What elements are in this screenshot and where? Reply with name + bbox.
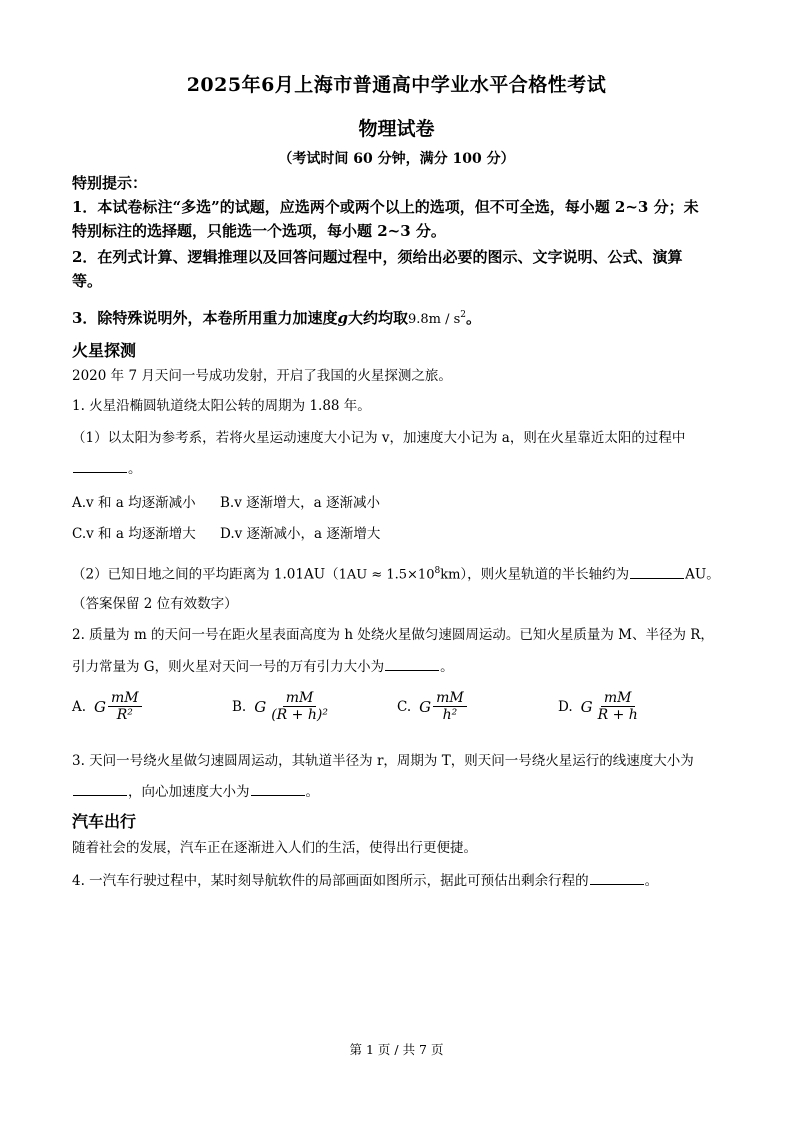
exam-info: （考试时间 60 分钟，满分 100 分） (278, 151, 515, 167)
denominator: h² (442, 707, 458, 723)
numerator: mM (601, 690, 635, 707)
answer-blank[interactable] (385, 656, 439, 671)
q1-2-text-b: ），则火星轨道的半长轴约为 (460, 566, 630, 583)
au-exponent: 8 (434, 566, 441, 576)
option-letter: D. (558, 698, 573, 715)
tip-3 (72, 303, 732, 332)
section-mars-title: 火星探测 (72, 341, 137, 360)
tip-1-line-1: 1．本试卷标注“多选”的试题，应选两个或两个以上的选项，但不可全选，每小题 2~3 分；未 (72, 198, 699, 216)
q1-2-text: （2）已知日地之间的平均距离为 1.01AU（ (72, 566, 339, 583)
answer-blank[interactable] (73, 458, 127, 473)
denominator: R + h (597, 707, 638, 723)
numerator: mM (108, 690, 142, 707)
gravity-exponent: 2 (460, 310, 467, 320)
gravity-constant: G (419, 697, 432, 716)
tips-heading: 特别提示： (72, 174, 148, 192)
exam-title: 2025年6月上海市普通高中学业水平合格性考试 (186, 74, 607, 96)
fraction (108, 690, 142, 723)
answer-blank[interactable] (73, 781, 127, 796)
question-2-line-2 (72, 656, 732, 677)
au-unit: km (440, 567, 461, 583)
exam-subtitle: 物理试卷 (358, 118, 435, 140)
fraction (268, 690, 331, 723)
option-letter: A. (72, 698, 87, 715)
tip-3-end: 。 (466, 309, 482, 327)
tip-2-line-2: 等。 (72, 272, 103, 290)
question-1-1-blank-line (72, 458, 732, 479)
au-formula: 1AU ≈ 1.5×10 (338, 567, 435, 583)
tip-3-g: g (337, 309, 348, 327)
option-letter: B. (232, 698, 247, 715)
numerator: mM (283, 690, 317, 707)
gravity-constant: G (580, 697, 593, 716)
q2-option-a[interactable] (72, 690, 142, 723)
numerator: mM (433, 690, 467, 707)
gravity-value: 9.8m / s (407, 312, 461, 327)
fraction (433, 690, 467, 723)
section-car-title: 汽车出行 (72, 812, 137, 831)
punctuation: 。 (128, 461, 142, 477)
section-mars-intro: 2020 年 7 月天问一号成功发射，开启了我国的火星探测之旅。 (72, 368, 452, 384)
denominator: (R + h)² (271, 707, 328, 723)
question-2-line-1: 2. 质量为 m 的天问一号在距火星表面高度为 h 处绕火星做匀速圆周运动。已知火星质量为 M、半径为 R， (72, 627, 714, 643)
q2-option-b[interactable] (232, 690, 331, 723)
tip-3-pre: 3．除特殊说明外，本卷所用重力加速度 (72, 309, 338, 327)
punctuation: 。 (440, 659, 454, 675)
question-3-line-1: 3. 天问一号绕火星做匀速圆周运动，其轨道半径为 r，周期为 T，则天问一号绕火星运行的线速度大小为 (72, 753, 694, 769)
question-1: 1. 火星沿椭圆轨道绕太阳公转的周期为 1.88 年。 (72, 398, 371, 414)
tip-1-line-2: 特别标注的选择题，只能选一个选项，每小题 2~3 分。 (72, 222, 446, 240)
page-footer: 第 1 页 / 共 7 页 (349, 1042, 444, 1057)
q1-option-b[interactable]: B.v 逐渐增大，a 逐渐减小 (220, 495, 380, 511)
q1-option-d[interactable]: D.v 逐渐减小，a 逐渐增大 (220, 526, 381, 542)
question-4 (72, 870, 772, 891)
q1-option-a[interactable]: A.v 和 a 均逐渐减小 (72, 495, 196, 511)
q1-2-unit: AU。 (685, 566, 720, 583)
q4-text: 4. 一汽车行驶过程中，某时刻导航软件的局部画面如图所示，据此可预估出剩余行程的 (72, 873, 589, 889)
answer-blank[interactable] (630, 564, 684, 579)
tip-3-mid: 大约均取 (347, 309, 408, 327)
answer-blank[interactable] (251, 781, 305, 796)
answer-blank[interactable] (590, 870, 644, 885)
question-3-line-2 (72, 781, 732, 802)
option-letter: C. (397, 698, 412, 715)
fraction (595, 690, 641, 723)
gravity-constant: G (94, 697, 107, 716)
q2-text: 引力常量为 G，则火星对天问一号的万有引力大小为 (72, 659, 385, 675)
tip-2-line-1: 2．在列式计算、逻辑推理以及回答问题过程中，须给出必要的图示、文字说明、公式、演算 (72, 248, 683, 266)
q1-option-c[interactable]: C.v 和 a 均逐渐增大 (72, 526, 196, 542)
q2-option-c[interactable] (397, 690, 467, 723)
section-car-intro: 随着社会的发展，汽车正在逐渐进入人们的生活，使得出行更便捷。 (72, 840, 477, 856)
punctuation: 。 (305, 784, 319, 800)
punctuation: 。 (644, 873, 659, 889)
question-1-1: （1）以太阳为参考系，若将火星运动速度大小记为 v，加速度大小记为 a，则在火星靠近太阳的过程中 (72, 430, 686, 446)
q3-text: ，向心加速度大小为 (128, 784, 250, 800)
q2-option-d[interactable] (558, 690, 641, 723)
gravity-constant: G (254, 697, 267, 716)
denominator: R² (116, 707, 133, 723)
question-1-2 (72, 561, 772, 586)
question-1-2-note: （答案保留 2 位有效数字） (72, 596, 238, 612)
